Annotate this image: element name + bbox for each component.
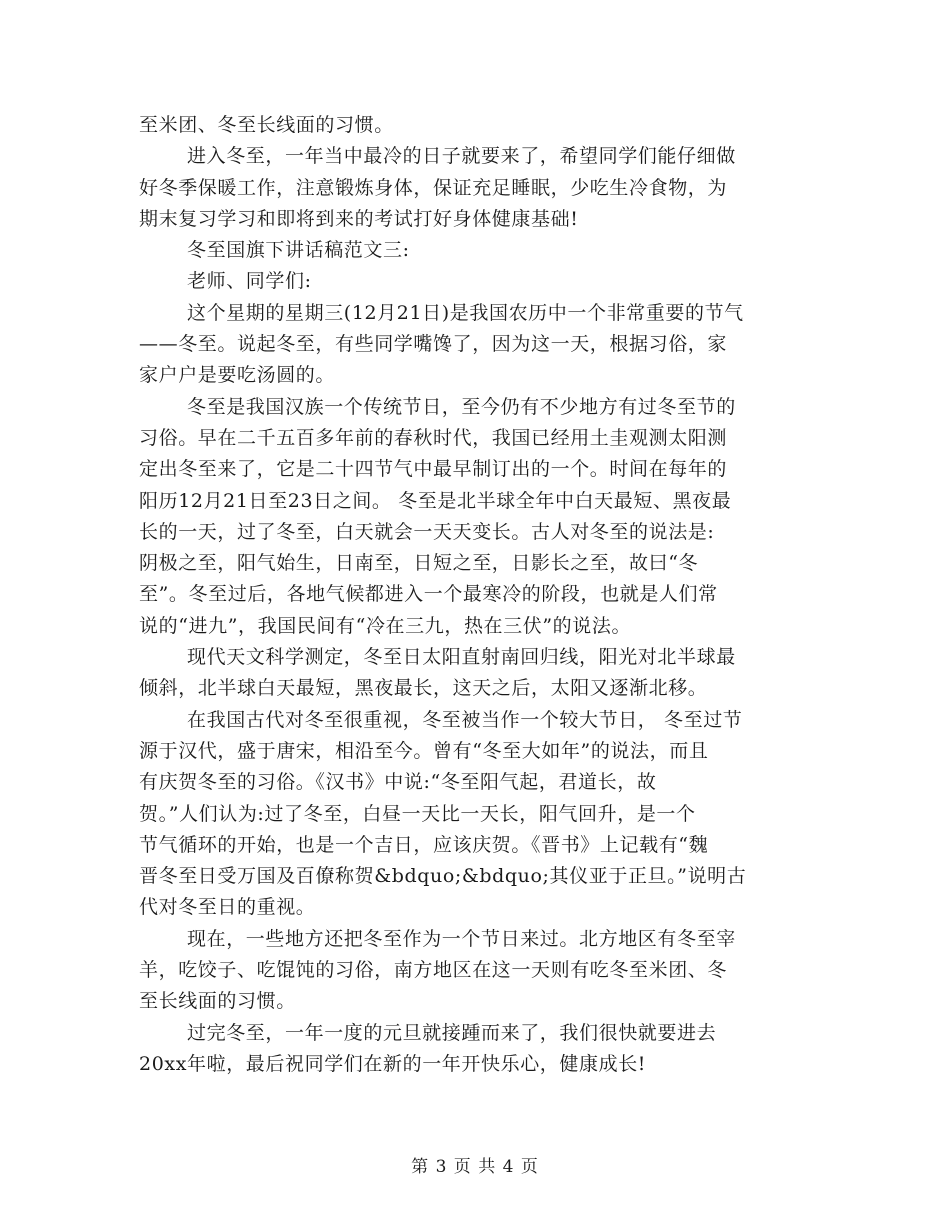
text-line: 代对冬至日的重视。 (139, 896, 316, 919)
text-line: 源于汉代，盛于唐宋，相沿至今。曾有“冬至大如年”的说法，而且 (139, 739, 709, 762)
text-line: 习俗。早在二千五百多年前的春秋时代，我国已经用土圭观测太阳测 (139, 426, 728, 449)
text-line: 至”。冬至过后，各地气候都进入一个最寒冷的阶段，也就是人们常 (139, 583, 718, 606)
text-line: 冬至国旗下讲话稿范文三: (187, 239, 410, 262)
text-line: 进入冬至，一年当中最冷的日子就要来了，希望同学们能仔细做 (187, 145, 736, 168)
text-line: 羊，吃饺子、吃馄饨的习俗，南方地区在这一天则有吃冬至米团、冬 (139, 959, 728, 982)
document-body (139, 110, 819, 1080)
text-line: 长的一天，过了冬至，白天就会一天天变长。古人对冬至的说法是: (139, 520, 715, 543)
text-line: 在我国古代对冬至很重视，冬至被当作一个较大节日， 冬至过节 (187, 708, 743, 731)
text-line: 老师、同学们: (187, 270, 312, 293)
text-line: 过完冬至，一年一度的元旦就接踵而来了，我们很快就要进去 (187, 1021, 717, 1044)
text-line: 期末复习学习和即将到来的考试打好身体健康基础! (139, 207, 579, 230)
text-line: 好冬季保暖工作，注意锻炼身体，保证充足睡眠，少吃生冷食物，为 (139, 176, 728, 199)
text-line: 阴极之至，阳气始生，日南至，日短之至，日影长之至，故曰“冬 (139, 552, 699, 575)
text-line: 节气循环的开始，也是一个吉日，应该庆贺。《晋书》上记载有“魏 (139, 833, 709, 856)
text-line: 至长线面的习惯。 (139, 990, 296, 1013)
text-line: ——冬至。说起冬至，有些同学嘴馋了，因为这一天，根据习俗，家 (139, 333, 728, 356)
text-line: 阳历12月21日至23日之间。 冬至是北半球全年中白天最短、黑夜最 (139, 489, 732, 512)
text-line: 说的“进九”，我国民间有“冷在三九，热在三伏”的说法。 (139, 614, 632, 637)
page-footer: 第 3 页 共 4 页 (411, 1157, 539, 1177)
text-line: 冬至是我国汉族一个传统节日，至今仍有不少地方有过冬至节的 (187, 395, 736, 418)
text-line: 倾斜，北半球白天最短，黑夜最长，这天之后，太阳又逐渐北移。 (139, 677, 708, 700)
text-line: 定出冬至来了，它是二十四节气中最早制订出的一个。时间在每年的 (139, 458, 728, 481)
text-line: 晋冬至日受万国及百僚称贺&bdquo;&bdquo;其仪亚于正旦。”说明古 (139, 865, 747, 888)
text-line: 贺。”人们认为:过了冬至，白昼一天比一天长，阳气回升，是一个 (139, 802, 696, 825)
text-line: 现代天文科学测定，冬至日太阳直射南回归线，阳光对北半球最 (187, 646, 736, 669)
text-line: 家户户是要吃汤圆的。 (139, 364, 336, 387)
text-line: 20xx年啦，最后祝同学们在新的一年开快乐心，健康成长! (139, 1052, 647, 1075)
text-line: 这个星期的星期三(12月21日)是我国农历中一个非常重要的节气 (187, 301, 744, 324)
text-line: 有庆贺冬至的习俗。《汉书》中说:“冬至阳气起，君道长，故 (139, 771, 657, 794)
text-line: 至米团、冬至长线面的习惯。 (139, 114, 394, 136)
text-line: 现在，一些地方还把冬至作为一个节日来过。北方地区有冬至宰 (187, 927, 736, 950)
